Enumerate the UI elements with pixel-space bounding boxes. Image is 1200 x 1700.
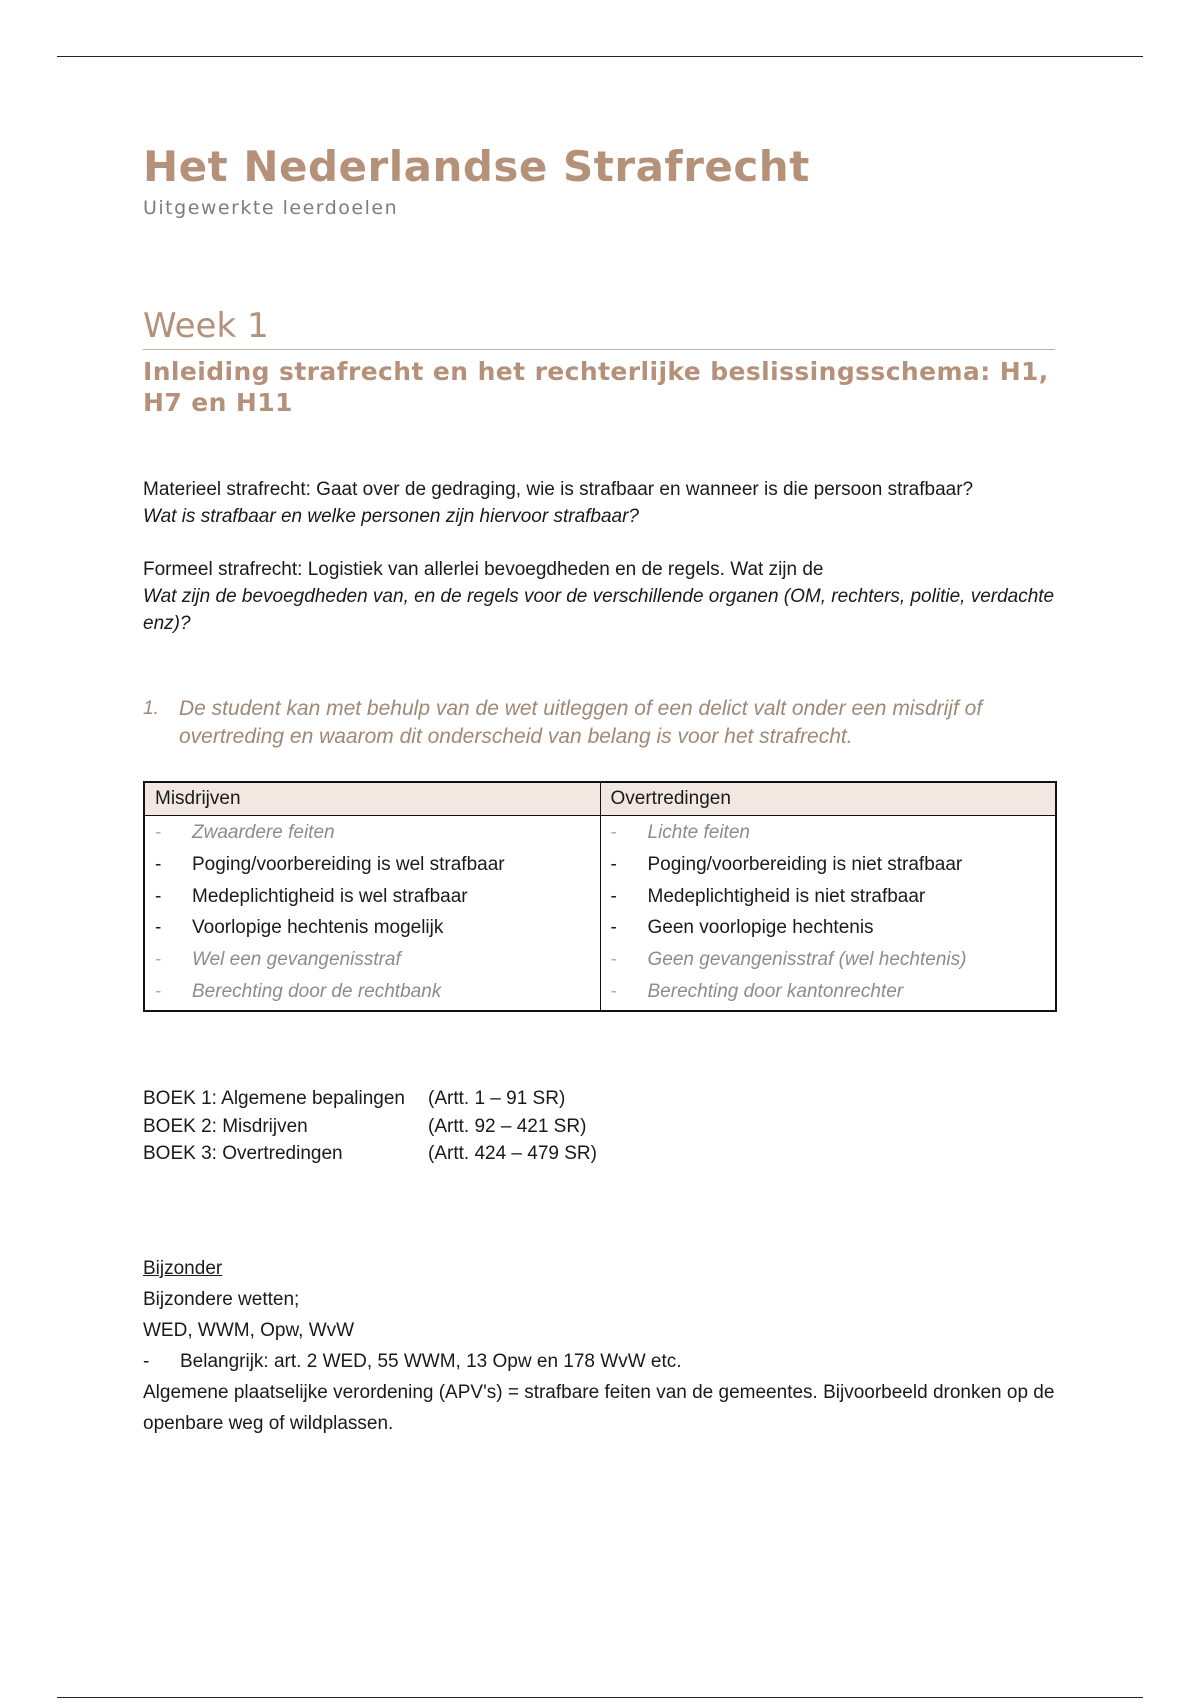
list-item-text: Zwaardere feiten xyxy=(192,822,335,843)
list-item xyxy=(611,849,1046,881)
list-item xyxy=(611,944,1046,976)
book-row xyxy=(143,1140,597,1168)
materieel-definition: Materieel strafrecht: Gaat over de gedraging, wie is strafbaar en wanneer is die persoon strafbaar? xyxy=(143,479,974,500)
bijzondere-wetten-list: WED, WWM, Opw, WvW xyxy=(143,1320,355,1341)
dash-bullet: - xyxy=(155,917,162,939)
list-item-text: Wel een gevangenisstraf xyxy=(192,949,401,971)
dash-bullet: - xyxy=(610,853,617,875)
materieel-strafrecht-paragraph xyxy=(143,476,1063,530)
book-row xyxy=(143,1085,597,1113)
apv-paragraph: Algemene plaatselijke verordening (APV's) = strafbare feiten van de gemeentes. Bijvoorbeeld dronken op de openbare weg of wildplassen. xyxy=(143,1382,1055,1434)
dash-bullet: - xyxy=(610,949,617,971)
week-subheading: Inleiding strafrecht en het rechterlijke beslissingsschema: H1, H7 en H11 xyxy=(143,357,1049,417)
list-item xyxy=(611,976,1046,1008)
dash-bullet: - xyxy=(610,917,617,939)
dash-bullet: - xyxy=(155,853,162,875)
table-row xyxy=(144,816,1056,1011)
list-item-text: Voorlopige hechtenis mogelijk xyxy=(192,917,444,939)
overtredingen-list xyxy=(611,817,1046,1008)
wetboek-books-list xyxy=(143,1085,597,1168)
bijzonder-bullet-item xyxy=(143,1346,1063,1377)
list-item-text: Poging/voorbereiding is niet strafbaar xyxy=(647,853,963,875)
bijzonder-bullet-text: Belangrijk: art. 2 WED, 55 WWM, 13 Opw en 178 WvW etc. xyxy=(180,1351,682,1372)
book-name: BOEK 1: Algemene bepalingen xyxy=(143,1088,405,1109)
formeel-question: Wat zijn de bevoegdheden van, en de regels voor de verschillende organen (OM, rechters, politie, verdachte enz)? xyxy=(143,586,1055,634)
misdrijven-list xyxy=(155,817,590,1008)
formeel-definition: Formeel strafrecht: Logistiek van allerlei bevoegdheden en de regels. Wat zijn de xyxy=(143,559,824,580)
book-article-range: (Artt. 92 – 421 SR) xyxy=(428,1115,587,1137)
learning-goal-number: 1. xyxy=(143,698,159,719)
dash-bullet: - xyxy=(155,822,162,843)
list-item-text: Poging/voorbereiding is wel strafbaar xyxy=(192,853,505,875)
list-item xyxy=(155,976,590,1008)
learning-goal xyxy=(143,695,1063,751)
bijzondere-wetten-label: Bijzondere wetten; xyxy=(143,1289,300,1310)
header-rule xyxy=(57,56,1143,57)
list-item xyxy=(155,881,590,913)
list-item-text: Berechting door de rechtbank xyxy=(192,980,442,1002)
misdrijven-cell xyxy=(144,816,600,1011)
book-name: BOEK 2: Misdrijven xyxy=(143,1115,308,1137)
overtredingen-header: Overtredingen xyxy=(600,782,1056,816)
list-item xyxy=(611,817,1046,849)
dash-bullet: - xyxy=(155,885,162,907)
dash-bullet: - xyxy=(610,822,617,843)
dash-bullet: - xyxy=(155,949,162,971)
list-item xyxy=(155,944,590,976)
list-item xyxy=(155,912,590,944)
bijzonder-heading: Bijzonder xyxy=(143,1258,223,1279)
document-title: Het Nederlandse Strafrecht xyxy=(143,142,810,191)
misdrijven-header: Misdrijven xyxy=(144,782,600,816)
list-item-text: Lichte feiten xyxy=(647,822,750,843)
list-item xyxy=(155,849,590,881)
dash-bullet: - xyxy=(610,980,617,1002)
list-item-text: Berechting door kantonrechter xyxy=(647,980,904,1002)
materieel-question: Wat is strafbaar en welke personen zijn hiervoor strafbaar? xyxy=(143,506,640,527)
misdrijven-overtredingen-table xyxy=(143,781,1057,1012)
list-item xyxy=(155,817,590,849)
list-item-text: Medeplichtigheid is niet strafbaar xyxy=(647,885,926,907)
book-row xyxy=(143,1113,597,1141)
list-item xyxy=(611,912,1046,944)
footer-rule xyxy=(57,1697,1143,1698)
table-header-row xyxy=(144,782,1056,816)
learning-goal-text: De student kan met behulp van de wet uitleggen of een delict valt onder een misdrijf of overtreding en waarom dit onderscheid van belang is voor het strafrecht. xyxy=(179,697,983,748)
list-item-text: Geen gevangenisstraf (wel hechtenis) xyxy=(647,949,967,971)
formeel-strafrecht-paragraph xyxy=(143,556,1063,637)
book-article-range: (Artt. 1 – 91 SR) xyxy=(428,1088,566,1109)
book-name: BOEK 3: Overtredingen xyxy=(143,1143,343,1164)
dash-bullet: - xyxy=(610,885,617,907)
list-item-text: Medeplichtigheid is wel strafbaar xyxy=(192,885,468,907)
week-heading: Week 1 xyxy=(143,305,1055,350)
list-item xyxy=(611,881,1046,913)
dash-bullet: - xyxy=(155,980,162,1002)
document-subtitle: Uitgewerkte leerdoelen xyxy=(143,197,399,219)
overtredingen-cell xyxy=(600,816,1056,1011)
dash-bullet: - xyxy=(143,1351,150,1372)
list-item-text: Geen voorlopige hechtenis xyxy=(647,917,874,939)
bijzonder-section xyxy=(143,1253,1063,1439)
book-article-range: (Artt. 424 – 479 SR) xyxy=(428,1143,597,1164)
